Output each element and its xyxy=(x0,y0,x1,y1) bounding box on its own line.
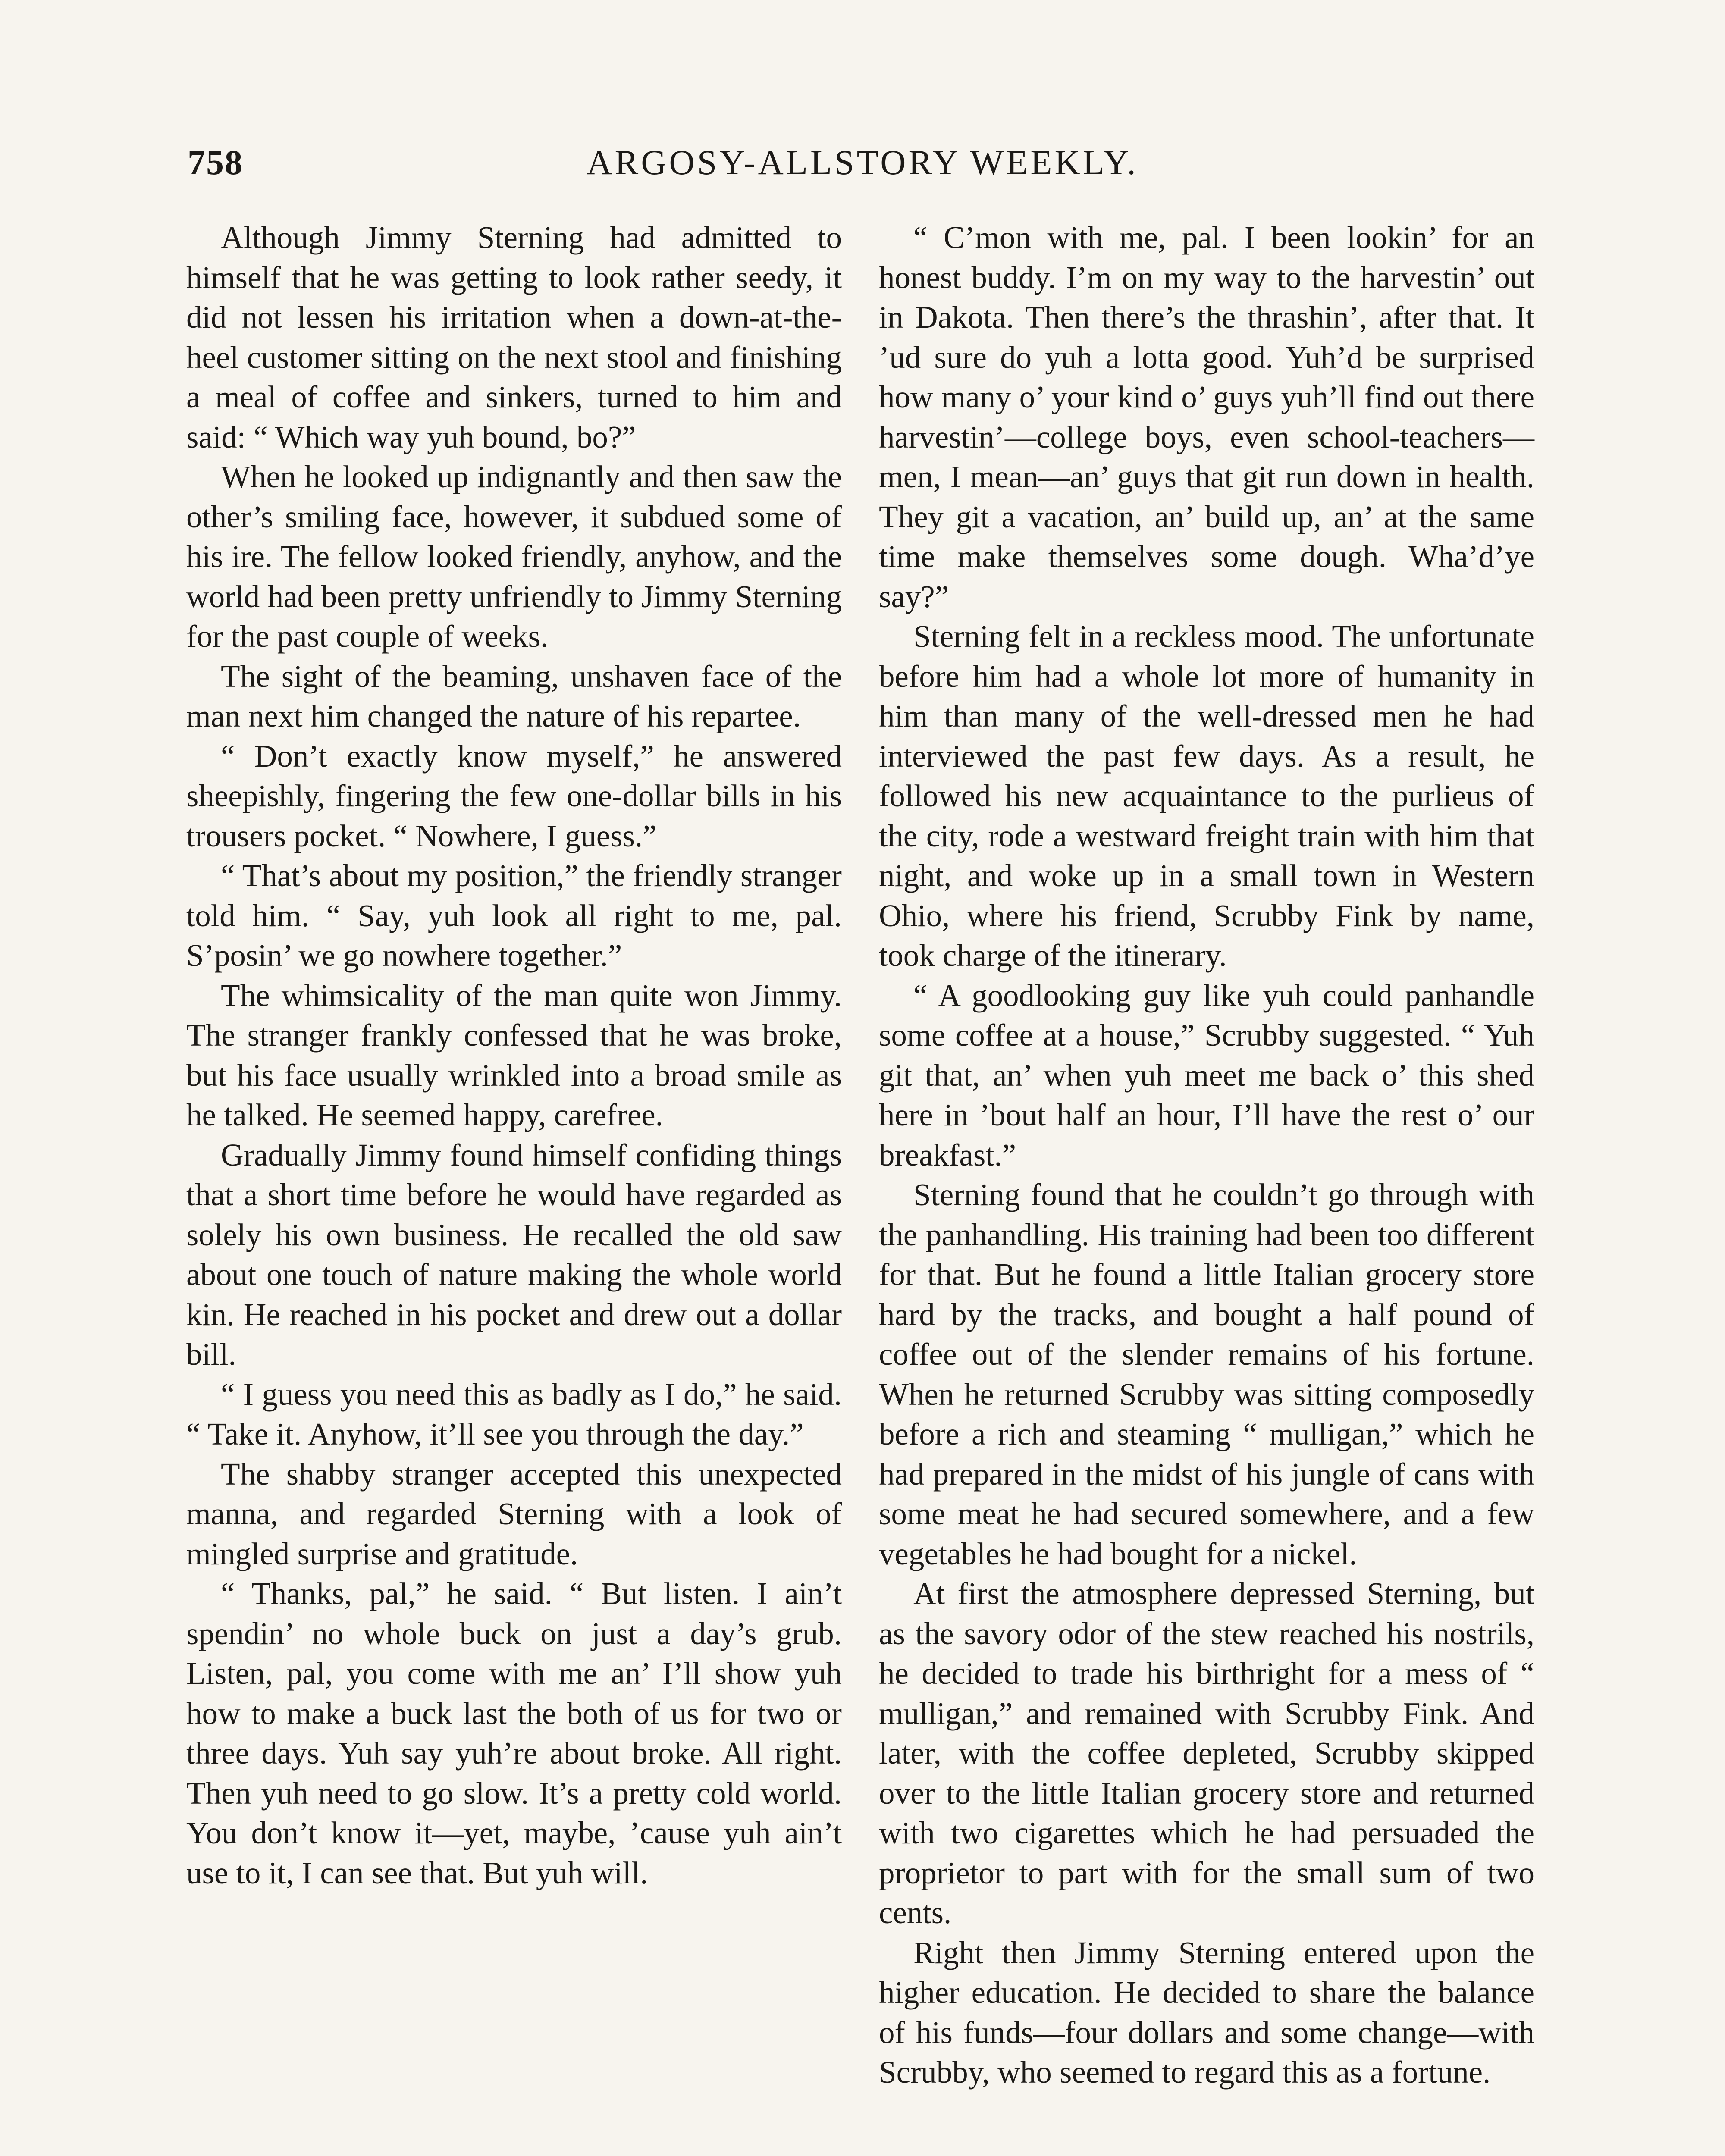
paragraph: “ That’s about my position,” the friendly stranger told him. “ Say, yuh look all right to me, pal. S’posin’ we go nowhere together.” xyxy=(186,858,842,973)
paragraph: Although Jimmy Sterning had admitted to himself that he was getting to look rather seedy, it did not lessen his irritation when a down-at-the-heel customer sitting on the next stool and finishing a meal of coffee and sinkers, turned to him and said: “ Which way yuh bound, bo?” xyxy=(186,220,842,454)
paragraph: “ A goodlooking guy like yuh could panhandle some coffee at a house,” Scrubby suggested. “ Yuh git that, an’ when yuh meet me back o’ this shed here in ’bout half an hour, I’ll have the rest o’ our breakfast.” xyxy=(879,978,1534,1172)
paragraph: “ C’mon with me, pal. I been lookin’ for an honest buddy. I’m on my way to the harvestin’ out in Dakota. Then there’s the thrashin’, after that. It ’ud sure do yuh a lotta good. Yuh’d be surprised how many o’ your kind o’ guys yuh’ll find out there harvestin’—college boys, even school-teachers—men, I mean—an’ guys that git run down in health. They git a vacation, an’ build up, an’ at the same time make themselves some dough. Wha’d’ye say?” xyxy=(879,220,1534,614)
paragraph: The sight of the beaming, unshaven face of the man next him changed the nature of his repartee. xyxy=(186,658,842,733)
paragraph: Sterning felt in a reckless mood. The unfortunate before him had a whole lot more of humanity in him than many of the well-dressed men he had interviewed the past few days. As a result, he followed his new acquaintance to the purlieus of the city, rode a westward freight train with him that night, and woke up in a small town in Western Ohio, where his friend, Scrubby Fink by name, took charge of the itinerary. xyxy=(879,619,1534,973)
paragraph: The shabby stranger accepted this unexpected manna, and regarded Sterning with a look of mingled surprise and gratitude. xyxy=(186,1456,842,1571)
right-column xyxy=(879,218,1534,2093)
paragraph: When he looked up indignantly and then saw the other’s smiling face, however, it subdued some of his ire. The fellow looked friendly, anyhow, and the world had been pretty unfriendly to Jimmy Sterning for the past couple of weeks. xyxy=(186,459,842,654)
paragraph: “ I guess you need this as badly as I do,” he said. “ Take it. Anyhow, it’ll see you through the day.” xyxy=(186,1376,842,1451)
paragraph: The whimsicality of the man quite won Jimmy. The stranger frankly confessed that he was broke, but his face usually wrinkled into a broad smile as he talked. He seemed happy, carefree. xyxy=(186,978,842,1132)
paragraph: At first the atmosphere depressed Sterning, but as the savory odor of the stew reached his nostrils, he decided to trade his birthright for a mess of “ mulligan,” and remained with Scrubby Fink. And later, with the coffee depleted, Scrubby skipped over to the little Italian grocery store and returned with two cigarettes which he had persuaded the proprietor to part with for the small sum of two cents. xyxy=(879,1576,1534,1930)
page-number: 758 xyxy=(188,143,243,182)
paragraph: Sterning found that he couldn’t go through with the panhandling. His training had been too different for that. But he found a little Italian grocery store hard by the tracks, and bought a half pound of coffee out of the slender remains of his fortune. When he returned Scrubby was sitting composedly before a rich and steaming “ mulligan,” which he had prepared in the midst of his jungle of cans with some meat he had secured somewhere, and a few vegetables he had bought for a nickel. xyxy=(879,1177,1534,1571)
paragraph: “ Thanks, pal,” he said. “ But listen. I ain’t spendin’ no whole buck on just a day’s grub. Listen, pal, you come with me an’ I’ll show yuh how to make a buck last the both of us for two or three days. Yuh say yuh’re about broke. All right. Then yuh need to go slow. It’s a pretty cold world. You don’t know it—yet, maybe, ’cause yuh ain’t use to it, I can see that. But yuh will. xyxy=(186,1576,842,1890)
left-column xyxy=(186,218,842,1893)
paragraph: Right then Jimmy Sterning entered upon the higher education. He decided to share the balance of his funds—four dollars and some change—with Scrubby, who seemed to regard this as a fortune. xyxy=(879,1935,1534,2090)
paragraph: “ Don’t exactly know myself,” he answered sheepishly, fingering the few one-dollar bills in his trousers pocket. “ Nowhere, I guess.” xyxy=(186,738,842,853)
paragraph: Gradually Jimmy found himself confiding things that a short time before he would have regarded as solely his own business. He recalled the old saw about one touch of nature making the whole world kin. He reached in his pocket and drew out a dollar bill. xyxy=(186,1137,842,1372)
running-head: ARGOSY-ALLSTORY WEEKLY. xyxy=(586,143,1138,182)
page-header xyxy=(188,142,1537,194)
